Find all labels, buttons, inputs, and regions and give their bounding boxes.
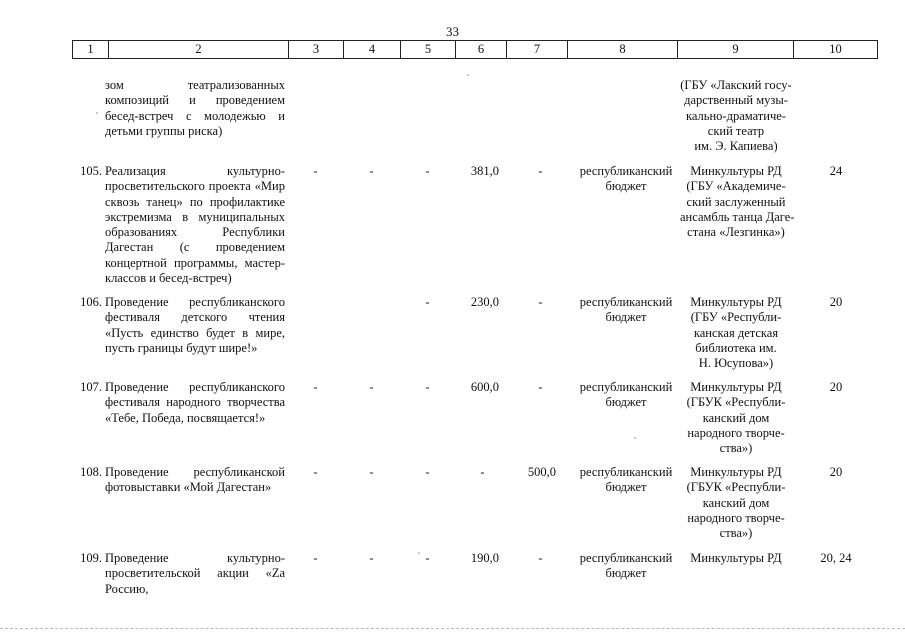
row-number: 107. [80,380,102,394]
header-col-2: 2 [108,41,288,58]
cell-col-7: - [538,164,543,178]
row-number: 109. [80,551,102,565]
target-indicator: 20, 24 [820,551,852,565]
header-col-3: 3 [288,41,343,58]
page-number: 33 [446,24,459,39]
cell-col-5: - [425,551,430,565]
cell-col-7: 500,0 [527,465,556,479]
header-col-7: 7 [506,41,567,58]
row-description: Проведение республиканского фестиваля народного творчества «Тебе, Победа, посвящается!» [105,380,285,425]
responsible-org: Минкультуры РД (ГБУ «Республи- канская детская библиотека им. Н. Юсупова») [690,295,782,371]
cell-col-3: - [313,465,318,479]
scan-speck [634,437,636,439]
row-description: Реализация культурно-просветительского проекта «Мир сквозь танец» по профилактике экстремизма в муниципальных образованиях Республики Дагестан (с проведением концертной программы, мастер-классов и бесед-встреч) [105,164,285,286]
header-col-10: 10 [793,41,878,58]
header-col-4: 4 [343,41,400,58]
target-indicator: 24 [829,164,843,178]
scan-speck [467,74,469,76]
scan-speck [418,552,420,554]
row-description: Проведение культурно-просветительской акции «Za Россию, [105,551,285,596]
funding-source: республиканский бюджет [579,164,673,194]
target-indicator: 20 [829,380,843,394]
responsible-org: Минкультуры РД (ГБУК «Республи- канский дом народного творче- ства») [686,465,786,541]
funding-source: республиканский бюджет [579,380,673,410]
cell-col-6: 381,0 [470,164,499,178]
cell-col-6: 600,0 [470,380,499,394]
cell-col-5: - [425,164,430,178]
row-number: 108. [80,465,102,479]
cell-col-4: - [369,551,374,565]
header-col-6: 6 [455,41,506,58]
cell-col-7: - [538,295,543,309]
row-description: Проведение республиканской фотовыставки «Мой Дагестан» [105,465,285,495]
cell-col-4: - [369,380,374,394]
cell-col-4: - [369,465,374,479]
target-indicator: 20 [829,295,843,309]
page-edge-line [0,628,905,629]
cell-col-6: 190,0 [470,551,499,565]
target-indicator: 20 [829,465,843,479]
cell-col-5: - [425,380,430,394]
funding-source: республиканский бюджет [579,465,673,495]
row-number: 105. [80,164,102,178]
row-description: зом театрализованных композиций и проведением бесед-встреч с молодежью и детьми группы риска) [105,78,285,138]
cell-col-6: 230,0 [470,295,499,309]
funding-source: республиканский бюджет [579,551,673,581]
row-description: Проведение республиканского фестиваля детского чтения «Пусть единство будет в мире, пусть границы будут шире!» [105,295,285,355]
responsible-org: Минкультуры РД [690,551,782,565]
table-header [72,40,878,59]
scan-speck [96,112,98,114]
cell-col-5: - [425,295,430,309]
cell-col-5: - [425,465,430,479]
header-col-1: 1 [72,41,108,58]
cell-col-4: - [369,164,374,178]
cell-col-6: - [480,465,485,479]
cell-col-3: - [313,164,318,178]
funding-source: республиканский бюджет [579,295,673,325]
responsible-org: Минкультуры РД (ГБУК «Республи- канский дом народного творче- ства») [686,380,786,456]
header-col-8: 8 [567,41,677,58]
header-col-9: 9 [677,41,793,58]
responsible-org: Минкультуры РД (ГБУ «Академиче- ский заслуженный ансамбль танца Даге- стана «Лезгинка») [680,164,795,240]
row-number: 106. [80,295,102,309]
cell-col-3: - [313,551,318,565]
cell-col-3: - [313,380,318,394]
header-col-5: 5 [400,41,455,58]
cell-col-7: - [538,551,543,565]
cell-col-7: - [538,380,543,394]
responsible-org: (ГБУ «Лакский госу- дарственный музы- кально-драматиче- ский театр им. Э. Капиева) [680,78,792,154]
